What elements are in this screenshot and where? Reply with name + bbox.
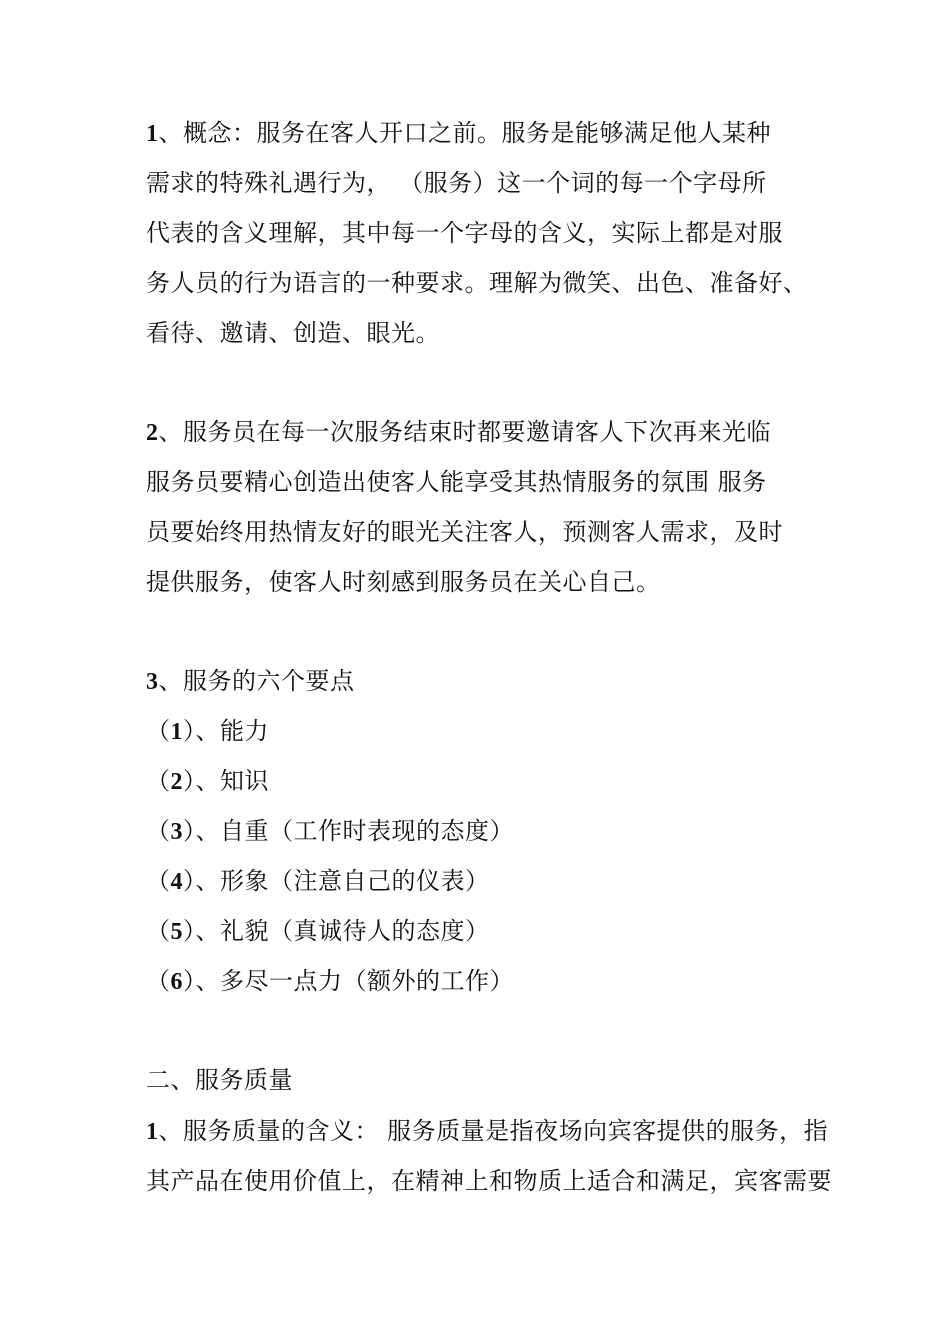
s3-item-text: ）、知识: [183, 767, 269, 795]
s3-number: 3: [146, 669, 159, 695]
s3-item-text: ）、礼貌（真诚待人的态度）: [183, 917, 490, 945]
s2-line-4: 提供服务，使客人时刻感到服务员在关心自己。: [146, 568, 661, 596]
s4-line-1: [146, 1116, 828, 1147]
s3-item: （2）、知识: [146, 767, 269, 795]
s3-item-number: 3: [170, 819, 183, 845]
s3-item: （4）、形象（注意自己的仪表）: [146, 867, 490, 895]
s1-line-2: 需求的特殊礼遇行为， （服务）这一个词的每一个字母所: [146, 169, 767, 197]
s3-item-text: ）、多尽一点力（额外的工作）: [183, 967, 514, 995]
s3-title-text: 、服务的六个要点: [158, 667, 355, 695]
s3-item: （1）、能力: [146, 717, 269, 745]
s2-number: 2: [146, 420, 159, 446]
s1-line-3: 代表的含义理解，其中每一个字母的含义，实际上都是对服: [146, 219, 783, 247]
s4-number: 1: [146, 1119, 159, 1145]
s4-text-1: 、服务质量的含义： 服务质量是指夜场向宾客提供的服务，指: [158, 1117, 829, 1145]
s3-item-text: ）、自重（工作时表现的态度）: [183, 817, 514, 845]
s2-text-1: 、服务员在每一次服务结束时都要邀请客人下次再来光临: [158, 418, 771, 446]
s3-item-number: 4: [170, 869, 183, 895]
s1-line-5: 看待、邀请、创造、眼光。: [146, 319, 440, 347]
s3-item-text: ）、形象（注意自己的仪表）: [183, 867, 490, 895]
s3-item-number: 6: [170, 969, 183, 995]
s3-title: [146, 666, 355, 697]
s2-line-3: 员要始终用热情友好的眼光关注客人，预测客人需求，及时: [146, 518, 783, 546]
s2-line-1: [146, 417, 771, 448]
s1-text-1: 、概念：服务在客人开口之前。服务是能够满足他人某种: [158, 119, 771, 147]
s3-item-number: 2: [170, 769, 183, 795]
s3-item: （5）、礼貌（真诚待人的态度）: [146, 917, 490, 945]
s3-item-number: 1: [170, 719, 183, 745]
s3-item: （6）、多尽一点力（额外的工作）: [146, 967, 514, 995]
s3-item-text: ）、能力: [183, 717, 269, 745]
s4-heading: 二、服务质量: [146, 1066, 293, 1094]
s1-number: 1: [146, 121, 159, 147]
s4-line-2: 其产品在使用价值上，在精神上和物质上适合和满足，宾客需要: [146, 1167, 832, 1195]
s1-line-1: [146, 118, 771, 149]
s1-line-4: 务人员的行为语言的一种要求。理解为微笑、出色、准备好、: [146, 269, 808, 297]
s2-line-2: 服务员要精心创造出使客人能享受其热情服务的氛围 服务: [146, 468, 767, 496]
s3-item: （3）、自重（工作时表现的态度）: [146, 817, 514, 845]
s3-item-number: 5: [170, 919, 183, 945]
